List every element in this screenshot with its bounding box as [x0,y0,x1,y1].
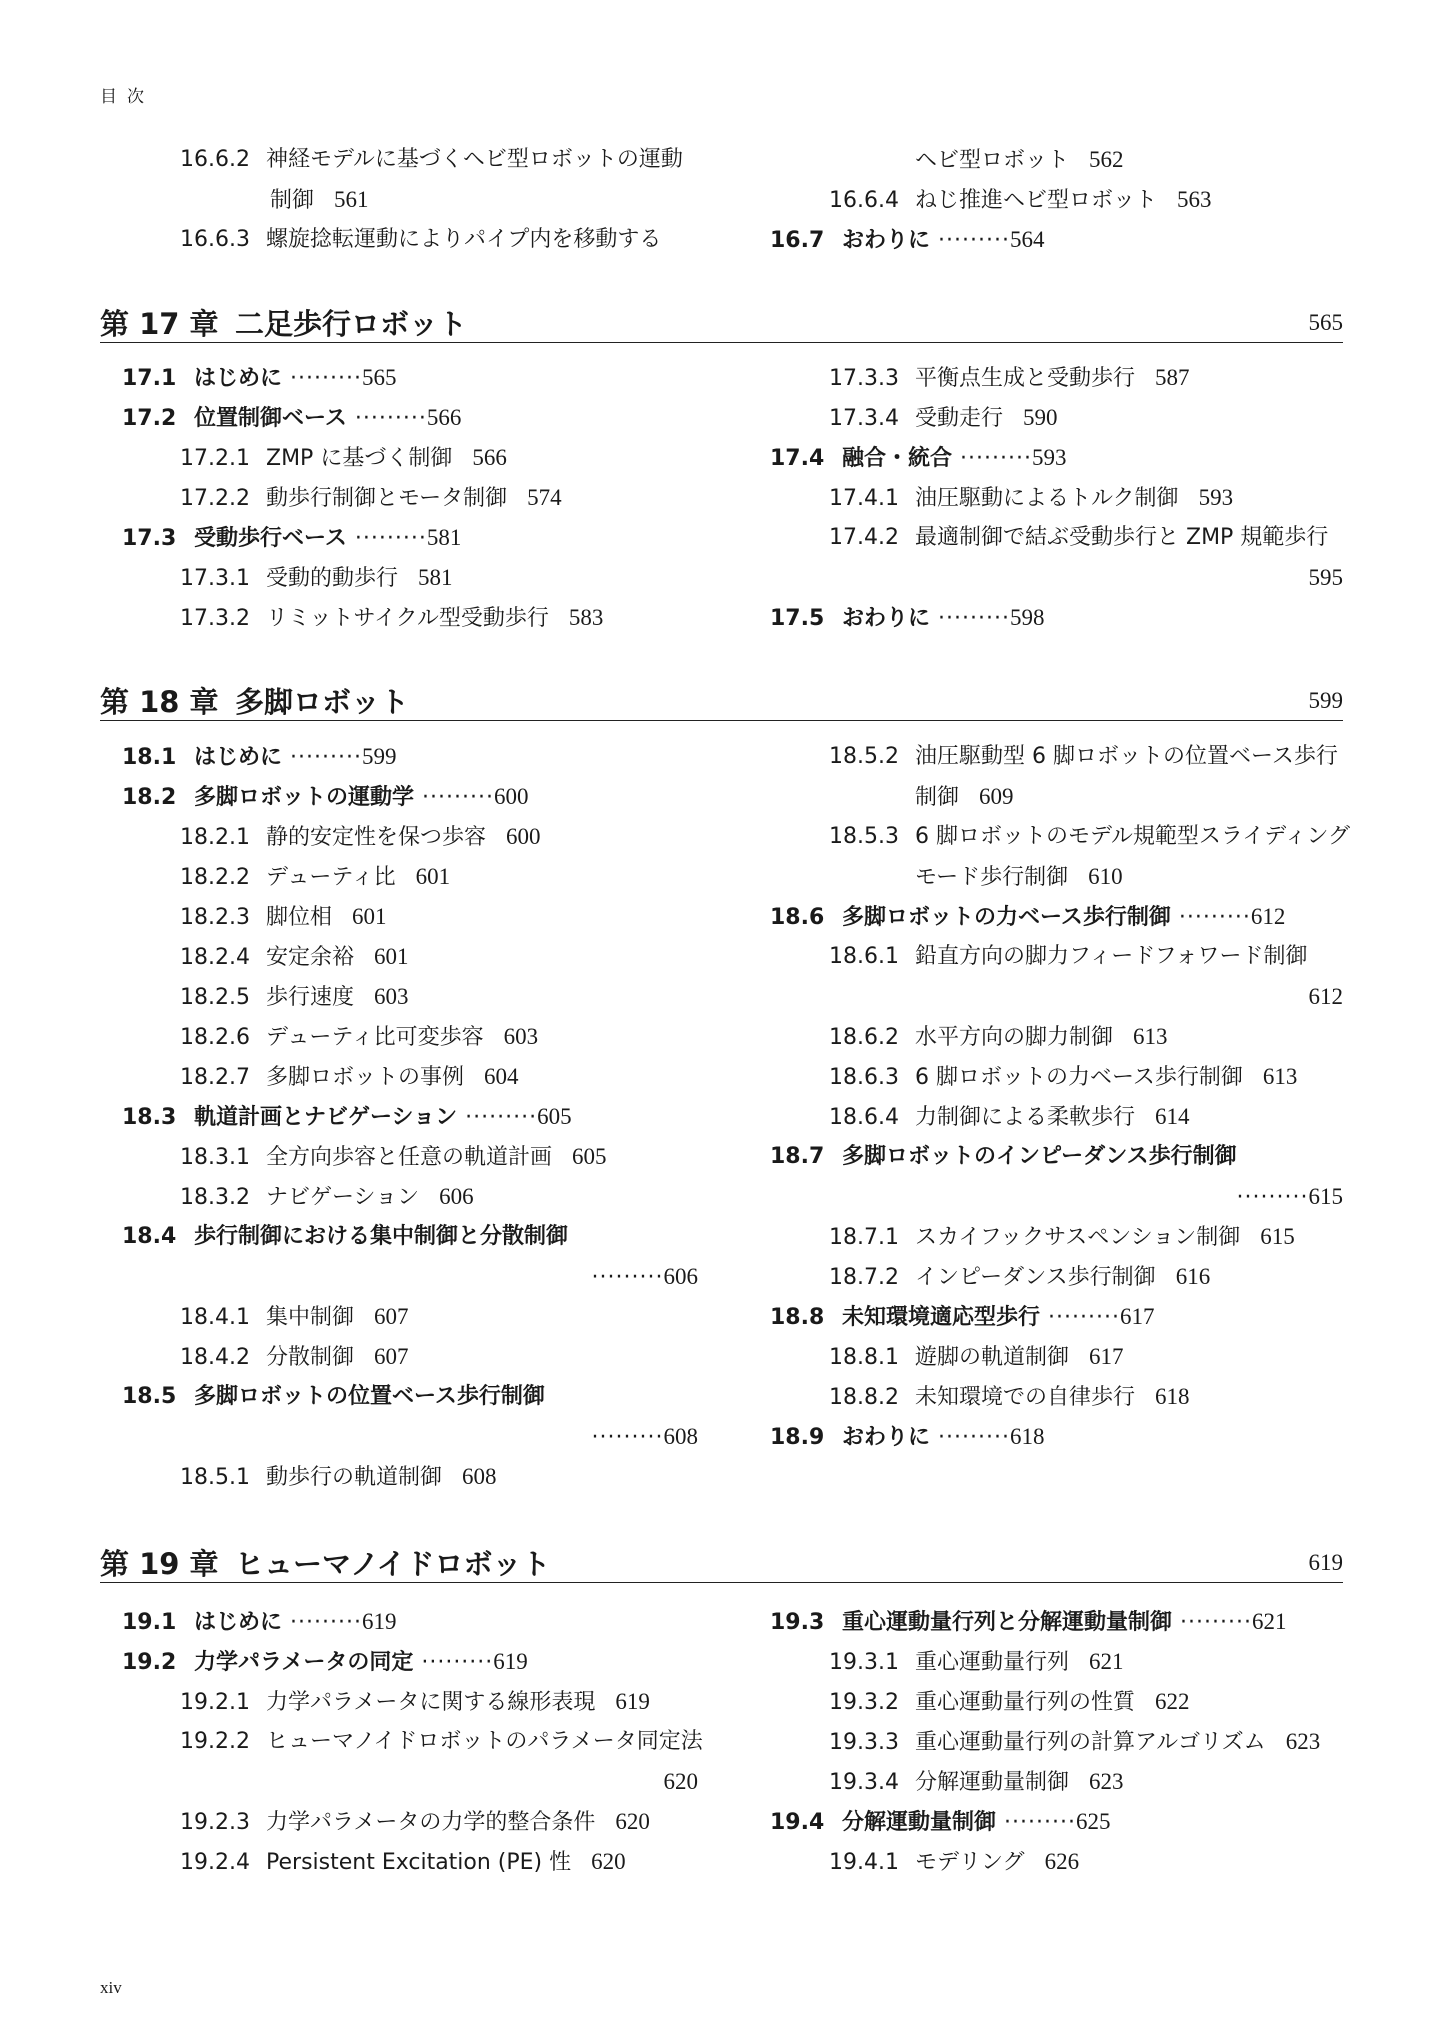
toc-subsection[interactable] [180,1022,538,1052]
toc-subsection[interactable] [829,1767,1124,1797]
toc-number: 19.2 [122,1650,177,1675]
toc-section[interactable] [770,1607,1286,1637]
toc-title: 油圧駆動型 6 脚ロボットの位置ベース歩行 [915,744,1338,769]
toc-section[interactable] [122,403,461,433]
toc-number: 18.4.2 [180,1345,250,1370]
toc-page: 590 [1023,405,1058,430]
toc-page: 612 [1308,984,1343,1009]
chapter-label: 第 19 章 [100,1547,219,1581]
toc-title: 脚位相 [266,905,333,930]
toc-title: 制御 [270,188,315,213]
toc-subsection[interactable] [829,1647,1124,1677]
toc-number: 19.2.3 [180,1810,250,1835]
toc-subsection[interactable] [829,1262,1210,1292]
toc-number: 18.9 [770,1425,825,1450]
toc-subsection[interactable] [829,1102,1190,1132]
leader-dots: ········· [938,228,1010,253]
toc-page: 565 [361,365,397,390]
toc-page: 600 [493,784,529,809]
toc-title: 多脚ロボットの力ベース歩行制御 [842,905,1171,930]
toc-subsection[interactable] [180,1687,650,1717]
toc-title: インピーダンス歩行制御 [915,1265,1156,1290]
toc-page: 609 [979,784,1014,809]
toc-continuation[interactable] [270,185,369,215]
toc-page: 581 [418,565,453,590]
toc-page: 601 [415,864,451,889]
toc-title: 静的安定性を保つ歩容 [266,825,487,850]
toc-number: 17.1 [122,366,177,391]
leader-dots: ········· [938,606,1010,631]
toc-title: 受動走行 [915,406,1004,431]
toc-title: 多脚ロボットの運動学 [194,785,415,810]
chapter-heading[interactable] [100,1542,1343,1583]
toc-page: 615 [1260,1224,1295,1249]
toc-number: 17.2.1 [180,446,250,471]
toc-continuation[interactable] [915,862,1123,892]
chapter-page: 565 [1308,310,1343,335]
toc-title: 多脚ロボットのインピーダンス歩行制御 [842,1144,1237,1169]
toc-page: 613 [1262,1064,1298,1089]
leader-dots: ········· [421,1650,494,1675]
toc-title: 神経モデルに基づくヘビ型ロボットの運動 [266,147,683,172]
toc-subsection[interactable] [180,563,453,593]
toc-page: 564 [1009,227,1045,252]
toc-page: 574 [527,485,562,510]
toc-subsection[interactable] [829,1727,1320,1757]
leader-dots: ········· [290,745,362,770]
toc-subsection[interactable] [829,403,1058,433]
toc-page: 601 [374,944,409,969]
toc-subsection[interactable] [180,145,683,175]
toc-title: ねじ推進ヘビ型ロボット [915,188,1158,213]
toc-page: 619 [493,1649,528,1674]
toc-section[interactable] [122,1102,572,1132]
toc-page: 601 [352,904,387,929]
toc-continuation[interactable] [664,1767,699,1797]
toc-section[interactable] [770,902,1285,932]
toc-page: 621 [1089,1649,1124,1674]
toc-subsection[interactable] [180,942,409,972]
toc-continuation[interactable] [592,1422,698,1452]
toc-title: 螺旋捻転運動によりパイプ内を移動する [266,227,662,252]
toc-title: 全方向歩容と任意の軌道計画 [266,1145,553,1170]
toc-page: 593 [1031,445,1067,470]
toc-title: スカイフックサスペンション制御 [915,1225,1241,1250]
toc-title: デューティ比 [266,865,396,890]
toc-number: 18.4 [122,1224,177,1249]
toc-page: 603 [374,984,409,1009]
toc-page: 619 [615,1689,650,1714]
toc-title: 動歩行の軌道制御 [266,1465,443,1490]
toc-page: 599 [361,744,397,769]
toc-number: 17.2.2 [180,486,250,511]
toc-number: 19.2.4 [180,1850,250,1875]
toc-number: 18.2.4 [180,945,250,970]
toc-page: 566 [426,405,462,430]
leader-dots: ········· [1178,905,1251,930]
toc-page: 600 [506,824,541,849]
toc-number: 16.7 [770,228,825,253]
toc-section[interactable] [770,1142,1237,1172]
leader-dots: ········· [290,366,362,391]
chapter-title: ヒューマノイドロボット [235,1547,551,1581]
toc-number: 18.3 [122,1105,177,1130]
toc-title: 歩行制御における集中制御と分散制御 [194,1224,569,1249]
toc-page: 612 [1250,904,1286,929]
toc-number: 18.7.2 [829,1265,899,1290]
toc-subsection[interactable] [180,982,409,1012]
chapter-heading[interactable] [100,302,1343,343]
toc-page: 605 [572,1144,607,1169]
toc-page: 615 [1308,1184,1343,1209]
toc-number: 19.3 [770,1610,825,1635]
toc-page: 562 [1089,147,1124,172]
chapter-title: 二足歩行ロボット [235,307,468,341]
toc-title: 力学パラメータに関する線形表現 [266,1690,596,1715]
toc-title: 6 脚ロボットの力ベース歩行制御 [915,1065,1243,1090]
toc-number: 17.2 [122,406,177,431]
toc-title: 融合・統合 [842,446,953,471]
toc-section[interactable] [122,1607,396,1637]
toc-subsection[interactable] [829,1022,1168,1052]
toc-subsection[interactable] [180,862,450,892]
leader-dots: ········· [960,446,1032,471]
toc-page: 566 [472,445,507,470]
toc-page: 587 [1155,365,1190,390]
toc-title: はじめに [194,745,283,770]
toc-title: おわりに [842,606,931,631]
toc-page: 622 [1155,1689,1190,1714]
toc-subsection[interactable] [829,942,1307,972]
toc-subsection[interactable] [829,822,1350,852]
toc-number: 18.2.6 [180,1025,250,1050]
toc-title: 最適制御で結ぶ受動歩行と ZMP 規範歩行 [915,525,1329,550]
toc-number: 18.6 [770,905,825,930]
toc-page: 618 [1155,1384,1190,1409]
toc-page: 605 [537,1104,572,1129]
toc-section[interactable] [770,1422,1044,1452]
toc-page: 623 [1285,1729,1321,1754]
chapter-heading[interactable] [100,680,1343,721]
leader-dots: ········· [354,406,427,431]
leader-dots: ········· [465,1105,538,1130]
toc-page: 581 [426,525,462,550]
chapter-label: 第 18 章 [100,685,219,719]
toc-page: 623 [1089,1769,1124,1794]
toc-title: 制御 [915,785,960,810]
toc-number: 19.2.1 [180,1690,250,1715]
toc-continuation[interactable] [1237,1182,1343,1212]
toc-title: 未知環境での自律歩行 [915,1385,1136,1410]
toc-title: 鉛直方向の脚力フィードフォワード制御 [915,944,1308,969]
toc-number: 18.5.2 [829,744,899,769]
toc-title: 多脚ロボットの事例 [266,1065,465,1090]
toc-subsection[interactable] [180,443,507,473]
toc-number: 19.3.4 [829,1770,899,1795]
toc-title: 重心運動量行列の計算アルゴリズム [915,1730,1266,1755]
toc-number: 17.3.1 [180,566,250,591]
toc-title: 力制御による柔軟歩行 [915,1105,1136,1130]
toc-number: 16.6.3 [180,227,250,252]
toc-page: 561 [334,187,369,212]
toc-section[interactable] [122,1222,568,1252]
toc-subsection[interactable] [180,1062,519,1092]
toc-title: ナビゲーション [266,1185,420,1210]
toc-title: 受動歩行ベース [194,526,347,551]
toc-number: 18.6.3 [829,1065,899,1090]
leader-dots: ········· [1236,1185,1309,1210]
toc-page: 617 [1089,1344,1124,1369]
toc-page: 583 [568,605,604,630]
toc-title: おわりに [842,228,931,253]
toc-page: 607 [374,1304,409,1329]
toc-number: 19.1 [122,1610,177,1635]
toc-number: 19.3.2 [829,1690,899,1715]
toc-section[interactable] [770,225,1044,255]
toc-number: 18.2.1 [180,825,250,850]
toc-subsection[interactable] [829,1382,1190,1412]
toc-number: 18.2.2 [180,865,250,890]
toc-subsection[interactable] [180,225,661,255]
toc-number: 18.5 [122,1384,177,1409]
toc-subsection[interactable] [829,483,1233,513]
leader-dots: ········· [354,526,427,551]
toc-section[interactable] [770,603,1044,633]
toc-number: 18.8.1 [829,1345,899,1370]
toc-title: 重心運動量行列と分解運動量制御 [842,1610,1173,1635]
toc-section[interactable] [122,363,396,393]
toc-title: リミットサイクル型受動歩行 [266,606,549,631]
toc-title: 力学パラメータの力学的整合条件 [266,1810,596,1835]
toc-subsection[interactable] [829,1342,1124,1372]
toc-continuation[interactable] [592,1262,698,1292]
toc-title: ヘビ型ロボット [915,148,1070,173]
toc-title: 遊脚の軌道制御 [915,1345,1070,1370]
toc-title: モード歩行制御 [915,865,1069,890]
toc-subsection[interactable] [180,1807,650,1837]
leader-dots: ········· [1004,1810,1076,1835]
toc-page: 606 [439,1184,474,1209]
toc-subsection[interactable] [180,1342,409,1372]
toc-subsection[interactable] [180,483,562,513]
toc-page: 606 [663,1264,698,1289]
toc-title: 力学パラメータの同定 [194,1650,414,1675]
toc-subsection[interactable] [829,1847,1079,1877]
toc-number: 18.7.1 [829,1225,899,1250]
toc-section[interactable] [122,1647,528,1677]
toc-number: 18.2.7 [180,1065,250,1090]
toc-section[interactable] [122,782,528,812]
toc-page: 618 [1009,1424,1045,1449]
toc-title: デューティ比可変歩容 [266,1025,484,1050]
toc-title: 位置制御ベース [194,406,347,431]
toc-subsection[interactable] [829,1062,1297,1092]
toc-title: 分解運動量制御 [842,1810,997,1835]
leader-dots: ········· [591,1265,664,1290]
toc-subsection[interactable] [180,822,541,852]
toc-page: 614 [1155,1104,1190,1129]
toc-number: 17.4.2 [829,525,899,550]
toc-number: 17.3.2 [180,606,250,631]
chapter-title: 多脚ロボット [235,685,410,719]
toc-page: 595 [1308,565,1343,590]
leader-dots: ········· [938,1425,1010,1450]
toc-page: 613 [1133,1024,1168,1049]
leader-dots: ········· [1180,1610,1252,1635]
chapter-page: 619 [1308,1550,1343,1575]
toc-page: 620 [591,1849,626,1874]
toc-number: 18.2.3 [180,905,250,930]
toc-title: モデリング [915,1850,1025,1875]
toc-number: 17.4 [770,446,825,471]
toc-page: 607 [374,1344,409,1369]
toc-title: 集中制御 [266,1305,355,1330]
toc-number: 18.1 [122,745,177,770]
toc-section[interactable] [122,523,461,553]
toc-page: 603 [503,1024,539,1049]
toc-number: 19.3.1 [829,1650,899,1675]
toc-number: 17.5 [770,606,825,631]
toc-number: 18.5.1 [180,1465,250,1490]
toc-page: 563 [1177,187,1212,212]
toc-subsection[interactable] [180,1462,497,1492]
leader-dots: ········· [422,785,494,810]
toc-page: 625 [1075,1809,1111,1834]
toc-subsection[interactable] [180,902,387,932]
chapter-page: 599 [1308,688,1343,713]
toc-continuation[interactable] [915,782,1014,812]
toc-number: 18.6.1 [829,944,899,969]
toc-continuation[interactable] [915,145,1124,175]
toc-subsection[interactable] [180,603,603,633]
toc-section[interactable] [770,1807,1110,1837]
toc-number: 17.3 [122,526,177,551]
toc-subsection[interactable] [829,523,1328,553]
toc-subsection[interactable] [829,185,1212,215]
toc-title: 受動的動歩行 [266,566,399,591]
toc-page: 620 [663,1769,698,1794]
toc-number: 18.8.2 [829,1385,899,1410]
toc-number: 17.4.1 [829,486,899,511]
toc-title: ZMP に基づく制御 [266,446,453,471]
leader-dots: ········· [1048,1305,1120,1330]
toc-number: 18.3.1 [180,1145,250,1170]
toc-section[interactable] [122,742,396,772]
leader-dots: ········· [290,1610,362,1635]
toc-page: 598 [1009,605,1045,630]
toc-subsection[interactable] [829,742,1338,772]
toc-page: 616 [1175,1264,1211,1289]
toc-number: 18.5.3 [829,824,899,849]
toc-page: 608 [462,1464,497,1489]
toc-continuation[interactable] [1309,563,1344,593]
toc-page: 620 [615,1809,650,1834]
toc-title: 油圧駆動によるトルク制御 [915,486,1179,511]
toc-subsection[interactable] [180,1727,703,1757]
toc-section[interactable] [770,1302,1154,1332]
toc-number: 17.3.4 [829,406,899,431]
toc-title: はじめに [194,366,283,391]
toc-page: 617 [1119,1304,1155,1329]
leader-dots: ········· [591,1425,664,1450]
toc-page: 621 [1251,1609,1287,1634]
toc-title: Persistent Excitation (PE) 性 [266,1850,572,1875]
toc-title: 分散制御 [266,1345,355,1370]
toc-title: 分解運動量制御 [915,1770,1070,1795]
toc-subsection[interactable] [180,1302,409,1332]
toc-number: 18.6.4 [829,1105,899,1130]
toc-title: 重心運動量行列 [915,1650,1070,1675]
page-number: xiv [100,1978,122,1997]
toc-continuation[interactable] [1309,982,1344,1012]
toc-page: 604 [484,1064,519,1089]
toc-subsection[interactable] [180,1182,474,1212]
running-header: 目次 [100,87,154,107]
toc-section[interactable] [122,1382,545,1412]
toc-number: 18.4.1 [180,1305,250,1330]
toc-number: 18.7 [770,1144,825,1169]
toc-title: 安定余裕 [266,945,355,970]
toc-number: 18.3.2 [180,1185,250,1210]
toc-number: 18.8 [770,1305,825,1330]
toc-number: 19.2.2 [180,1729,250,1754]
toc-page: 626 [1044,1849,1080,1874]
toc-subsection[interactable] [829,1687,1190,1717]
toc-subsection[interactable] [829,1222,1295,1252]
toc-number: 16.6.4 [829,188,899,213]
toc-title: おわりに [842,1425,931,1450]
toc-number: 18.2.5 [180,985,250,1010]
toc-title: 平衡点生成と受動歩行 [915,366,1136,391]
toc-number: 19.4.1 [829,1850,899,1875]
toc-title: 6 脚ロボットのモデル規範型スライディング [915,824,1351,849]
toc-title: 動歩行制御とモータ制御 [266,486,508,511]
toc-page: 608 [663,1424,698,1449]
toc-subsection[interactable] [829,363,1190,393]
toc-title: 多脚ロボットの位置ベース歩行制御 [194,1384,545,1409]
toc-section[interactable] [770,443,1066,473]
toc-title: 未知環境適応型歩行 [842,1305,1041,1330]
toc-page: 619 [361,1609,397,1634]
toc-page: 593 [1198,485,1234,510]
toc-subsection[interactable] [180,1847,626,1877]
chapter-label: 第 17 章 [100,307,219,341]
toc-title: 水平方向の脚力制御 [915,1025,1114,1050]
toc-title: 歩行速度 [266,985,355,1010]
toc-title: 重心運動量行列の性質 [915,1690,1136,1715]
toc-title: ヒューマノイドロボットのパラメータ同定法 [266,1729,703,1754]
toc-number: 18.6.2 [829,1025,899,1050]
toc-title: はじめに [194,1610,283,1635]
toc-number: 17.3.3 [829,366,899,391]
toc-number: 16.6.2 [180,147,250,172]
toc-number: 18.2 [122,785,177,810]
toc-subsection[interactable] [180,1142,607,1172]
toc-number: 19.4 [770,1810,825,1835]
toc-title: 軌道計画とナビゲーション [194,1105,458,1130]
toc-page: 610 [1088,864,1123,889]
toc-number: 19.3.3 [829,1730,899,1755]
